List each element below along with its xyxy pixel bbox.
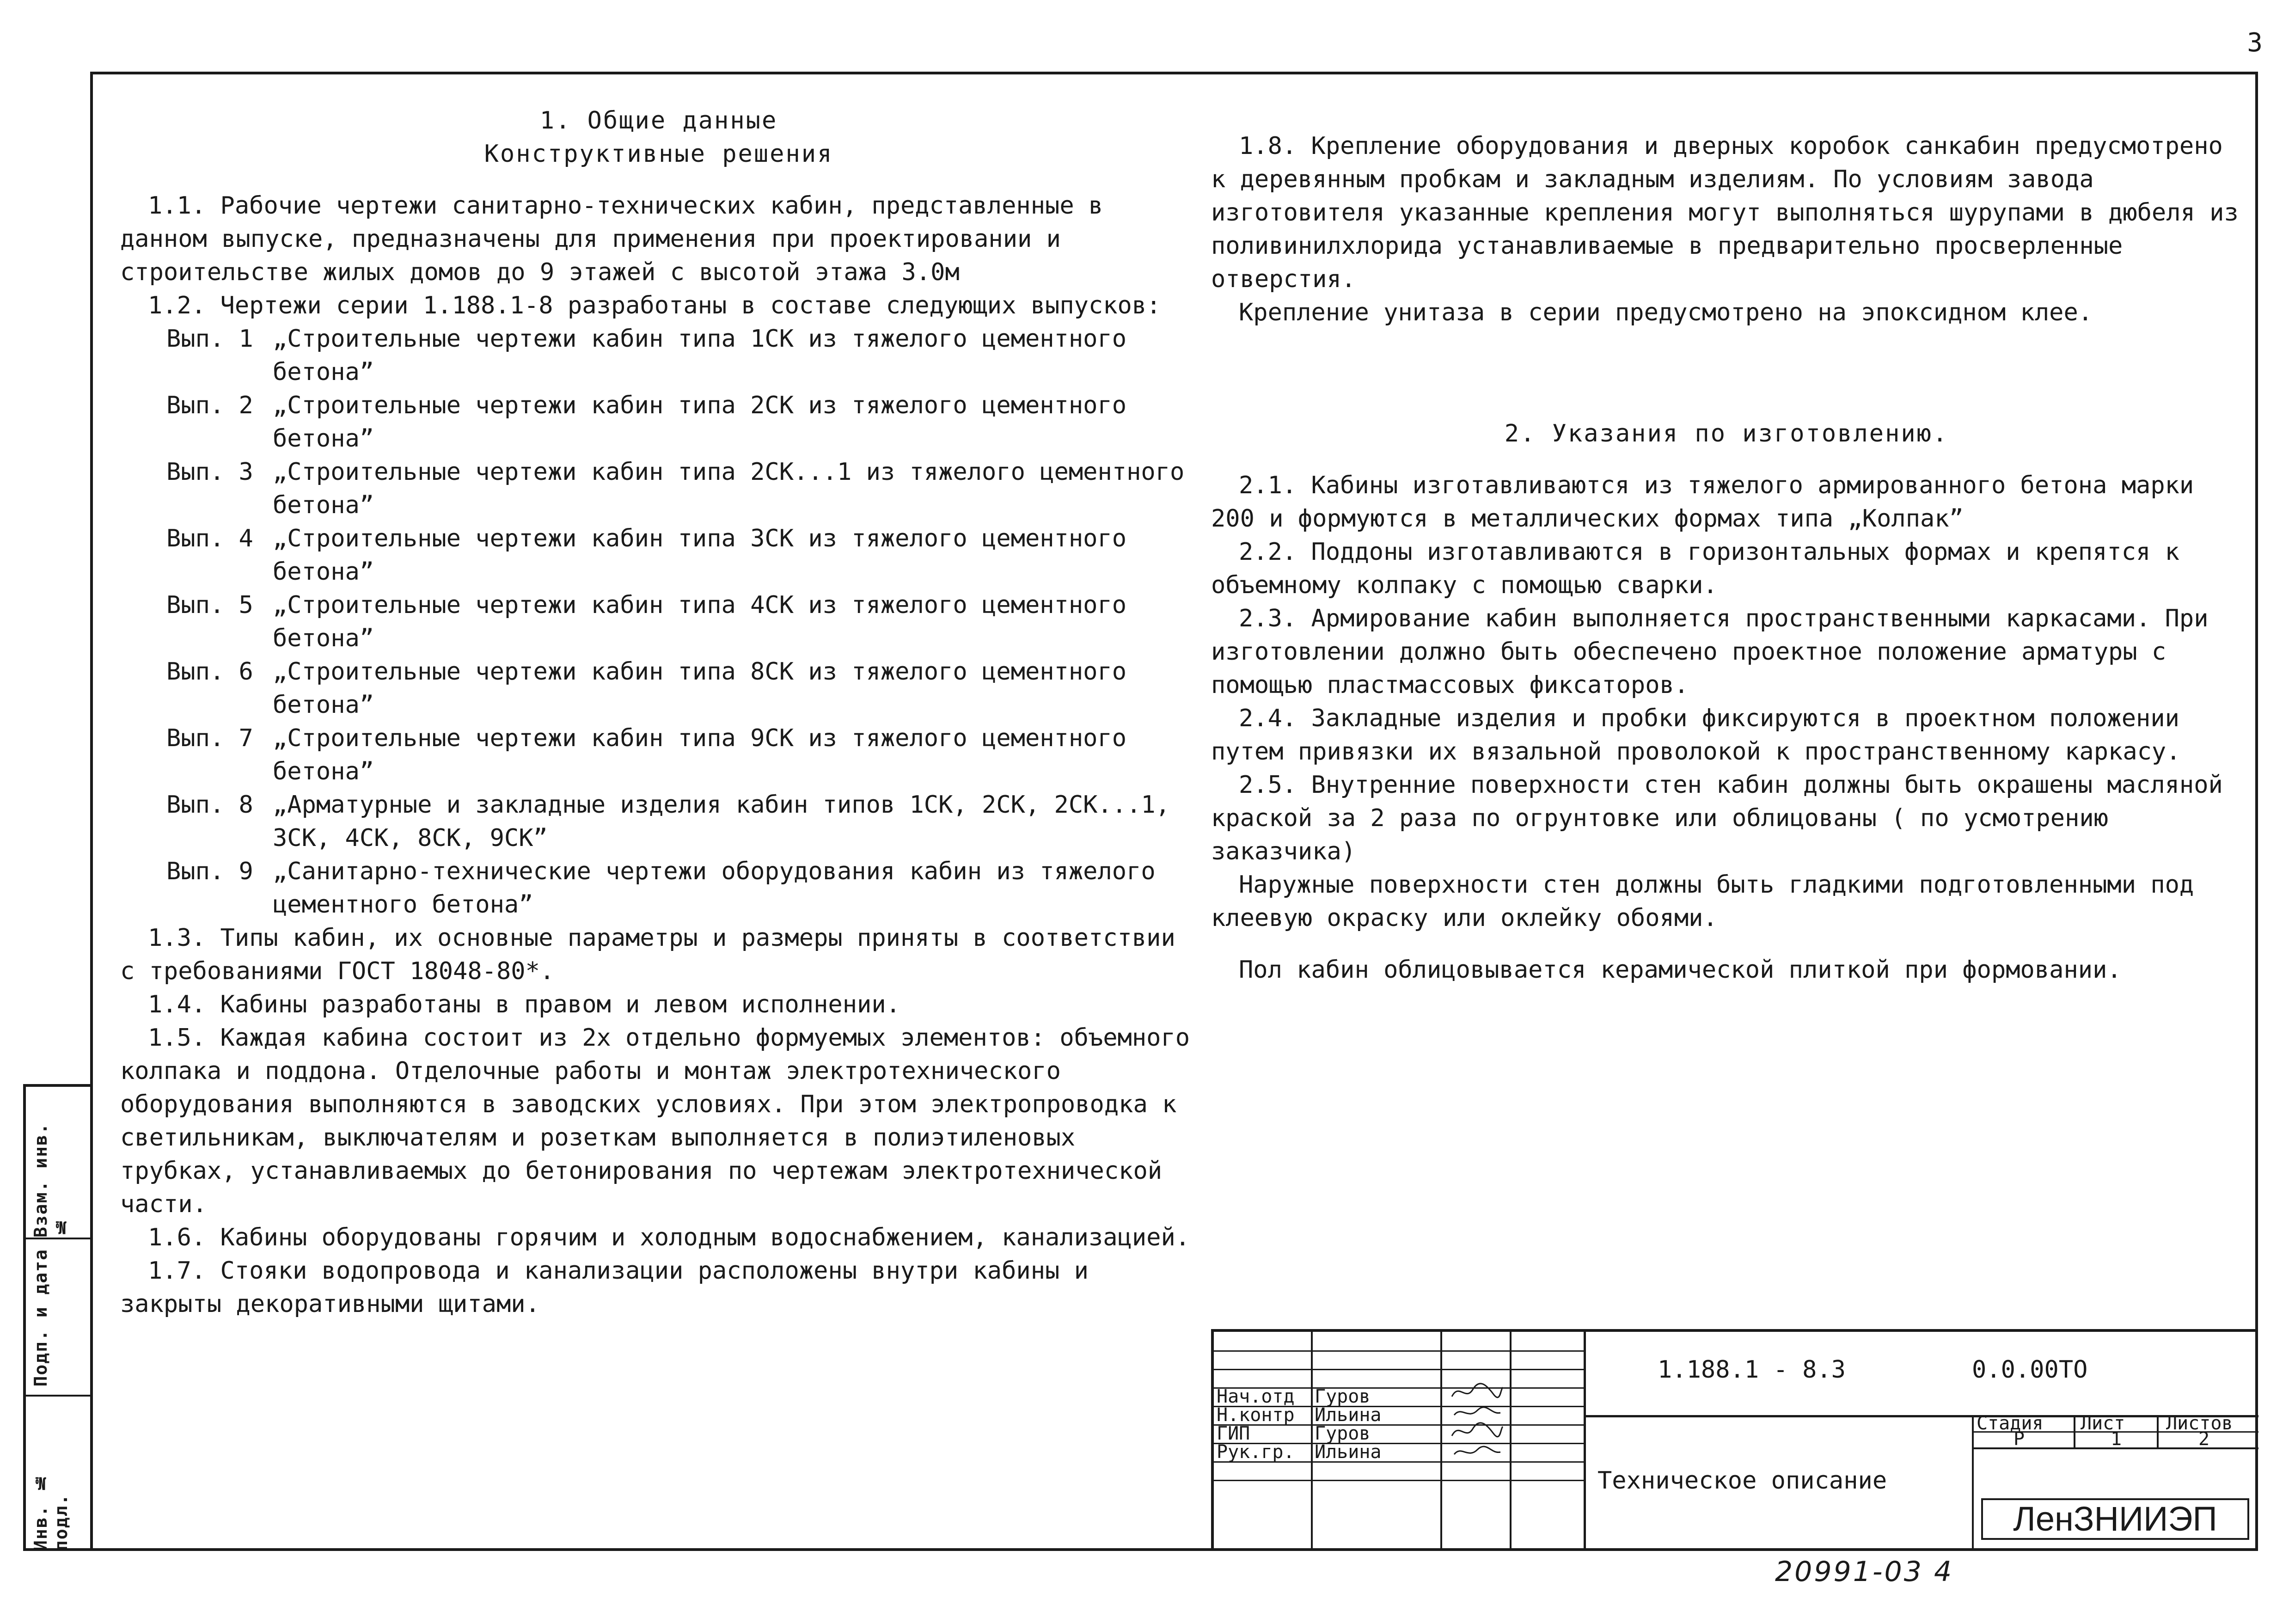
binding-label: Подп. и дата xyxy=(31,1249,51,1387)
sheet-header: Лист xyxy=(2081,1413,2125,1434)
paragraph-2-1: 2.1. Кабины изготавливаются из тяжелого армированного бетона марки 200 и формуются в металлических формах типа „Колпак” xyxy=(1211,472,2194,533)
paragraph-1-7: 1.7. Стояки водопровода и канализации расположены внутри кабины и закрыты декоративными щитами. xyxy=(120,1257,1089,1318)
organization-box xyxy=(1981,1498,2249,1540)
archive-number: 20991-03 4 xyxy=(1775,1556,1954,1588)
page-number: 3 xyxy=(2247,28,2263,58)
paragraph-2-3: 2.3. Армирование кабин выполняется пространственными каркасами. При изготовлении должно быть обеспечено проектное положение арматуры с помощью пластмассовых фиксаторов. xyxy=(1211,605,2209,699)
stage-value: Р xyxy=(2013,1428,2025,1450)
paragraph-1-5: 1.5. Каждая кабина состоит из 2х отдельно формуемых элементов: объемного колпака и поддона. Отделочные работы и монтаж электротехнического оборудования выполняются в заводских условиях. При этом электропроводка к светильникам, выключателям и розеткам выполняется в полиэтиленовых трубках, устанавливаемых до бетонирования по чертежам электротехнической части. xyxy=(120,1024,1190,1218)
document-code: 0.0.00ТО xyxy=(1972,1356,2088,1384)
list-item: Вып. 8 „Арматурные и закладные изделия кабин типов 1СК, 2СК, 2СК...1, 3СК, 4СК, 8СК, 9СК” xyxy=(166,791,1170,852)
section1-subheading: Конструктивные решения xyxy=(484,140,833,168)
signature-image xyxy=(1450,1420,1505,1443)
paragraph-2-5-b: Наружные поверхности стен должны быть гладкими подготовленными под клеевую окраску или оклейку обоями. xyxy=(1211,871,2194,932)
list-item: Вып. 3 „Строительные чертежи кабин типа 2СК...1 из тяжелого цементного бетона” xyxy=(166,458,1185,519)
binding-cell xyxy=(26,1397,90,1551)
person-name: Гуров xyxy=(1315,1386,1371,1407)
paragraph-2-2: 2.2. Поддоны изготавливаются в горизонтальных формах и крепятся к объемному колпаку с помощью сварки. xyxy=(1211,538,2179,599)
organization-name: ЛенЗНИИЭП xyxy=(2013,1500,2217,1538)
stage-header: Стадия xyxy=(1977,1413,2044,1434)
role-label: Рук.гр. xyxy=(1217,1441,1295,1463)
list-item: Вып. 7 „Строительные чертежи кабин типа 9СК из тяжелого цементного бетона” xyxy=(166,724,1127,785)
signature-image xyxy=(1450,1380,1505,1403)
section1-heading: 1. Общие данные xyxy=(539,107,778,135)
left-column xyxy=(120,104,1197,1321)
paragraph-1-8: 1.8. Крепление оборудования и дверных коробок санкабин предусмотрено к деревянным пробкам и закладным изделиям. По условиям завода изготовителя указанные крепления могут выполняться шурупами в дюбеля из поливинилхлорида устанавливаемые в предварительно просверленные отверстия. xyxy=(1211,132,2239,293)
binding-strip xyxy=(23,1084,90,1551)
binding-cell xyxy=(26,1239,90,1397)
paragraph-2-5-c: Пол кабин облицовывается керамической плиткой при формовании. xyxy=(1239,956,2122,984)
role-label: Н.контр xyxy=(1217,1404,1295,1426)
person-name: Ильина xyxy=(1315,1441,1382,1463)
paragraph-1-2: 1.2. Чертежи серии 1.188.1-8 разработаны в составе следующих выпусков: xyxy=(148,292,1161,319)
issues-list xyxy=(120,322,1197,921)
paragraph-1-3: 1.3. Типы кабин, их основные параметры и размеры приняты в соответствии с требованиями ГОСТ 18048-80*. xyxy=(120,924,1175,985)
section2-heading: 2. Указания по изготовлению. xyxy=(1504,420,1949,447)
list-item: Вып. 5 „Строительные чертежи кабин типа 4СК из тяжелого цементного бетона” xyxy=(166,591,1127,652)
paragraph-1-1: 1.1. Рабочие чертежи санитарно-технических кабин, представленные в данном выпуске, предназначены для применения при проектировании и строительстве жилых домов до 9 этажей с высотой этажа 3.0м xyxy=(120,192,1103,286)
title-block xyxy=(1211,1329,2258,1551)
list-item: Вып. 4 „Строительные чертежи кабин типа 3СК из тяжелого цементного бетона” xyxy=(166,525,1127,586)
role-label: Нач.отд xyxy=(1217,1386,1295,1407)
list-item: Вып. 9 „Санитарно-технические чертежи оборудования кабин из тяжелого цементного бетона” xyxy=(166,858,1156,919)
signature-image xyxy=(1450,1440,1505,1464)
binding-label: Взам. инв. № xyxy=(31,1122,71,1238)
sheets-header: Листов xyxy=(2166,1413,2233,1434)
binding-cell xyxy=(26,1087,90,1239)
person-name: Ильина xyxy=(1315,1404,1382,1426)
role-label: ГИП xyxy=(1217,1423,1250,1444)
sheets-value: 2 xyxy=(2198,1428,2210,1450)
paragraph-2-4: 2.4. Закладные изделия и пробки фиксируются в проектном положении путем привязки их вязальной проволокой к пространственному каркасу. xyxy=(1211,705,2181,766)
paragraph-1-8-b: Крепление унитаза в серии предусмотрено на эпоксидном клее. xyxy=(1239,299,2093,326)
list-item: Вып. 2 „Строительные чертежи кабин типа 2СК из тяжелого цементного бетона” xyxy=(166,392,1127,453)
list-item: Вып. 6 „Строительные чертежи кабин типа 8СК из тяжелого цементного бетона” xyxy=(166,658,1127,719)
paragraph-1-4: 1.4. Кабины разработаны в правом и левом исполнении. xyxy=(148,991,900,1018)
paragraph-2-5: 2.5. Внутренние поверхности стен кабин должны быть окрашены масляной краской за 2 раза по огрунтовке или облицованы ( по усмотрению заказчика) xyxy=(1211,771,2223,865)
binding-label: Инв. № подл. xyxy=(31,1472,71,1551)
sheet-value: 1 xyxy=(2111,1428,2122,1450)
paragraph-1-6: 1.6. Кабины оборудованы горячим и холодным водоснабжением, канализацией. xyxy=(148,1224,1190,1251)
person-name: Гуров xyxy=(1315,1423,1371,1444)
drawing-code: 1.188.1 - 8.3 xyxy=(1658,1356,1846,1384)
right-column xyxy=(1211,129,2242,987)
list-item: Вып. 1 „Строительные чертежи кабин типа 1СК из тяжелого цементного бетона” xyxy=(166,325,1127,386)
document-title: Техническое описание xyxy=(1597,1467,1887,1495)
